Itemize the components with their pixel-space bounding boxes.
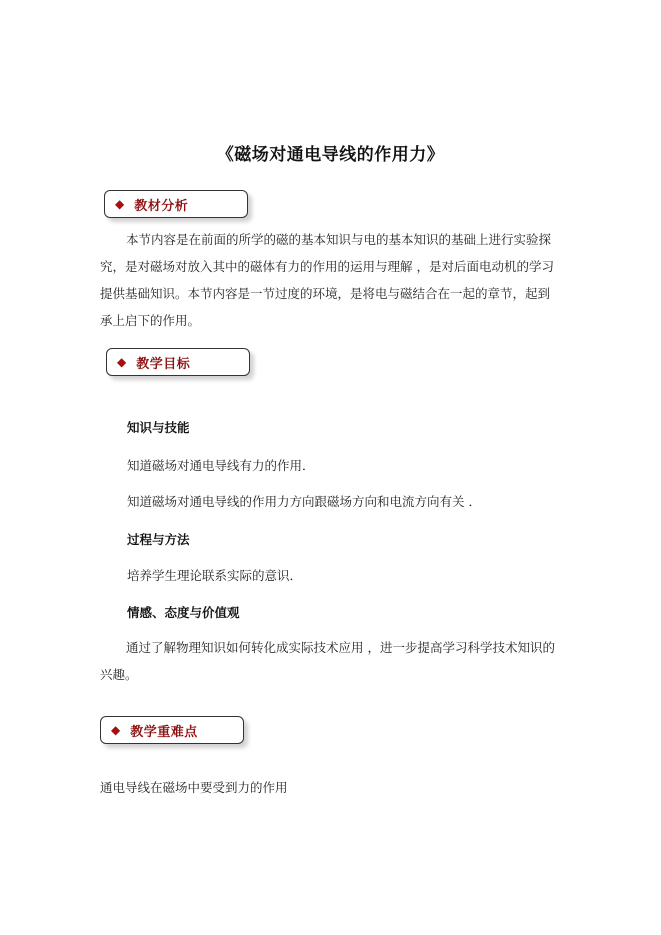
diamond-bullet-icon: ◆ [117,355,127,369]
emotion-paragraph [100,634,562,688]
knowledge-item: 知道磁场对通电导线的作用力方向跟磁场方向和电流方向有关 ． [127,494,481,509]
section-header-objectives [106,348,250,376]
page-title: 《磁场对通电导线的作用力》 [216,145,445,165]
diamond-bullet-icon: ◆ [111,723,121,737]
materials-paragraph [100,226,562,334]
diamond-bullet-icon: ◆ [115,197,125,211]
section-label-key-points: 教学重难点 [130,724,198,740]
section-header-materials [104,190,248,218]
knowledge-heading: 知识与技能 [127,420,190,435]
section-header-key-points [100,716,244,744]
emotion-heading: 情感、态度与价值观 [127,605,240,620]
section-label-objectives: 教学目标 [136,356,191,372]
emotion-item: 通过了解物理知识如何转化成实际技术应用 ，进一步提高学习科学技术知识的兴趣。 [100,640,555,682]
section-label-materials: 教材分析 [134,198,189,214]
process-heading: 过程与方法 [127,532,190,547]
key-points-body: 通电导线在磁场中要受到力的作用 [100,780,288,795]
materials-body: 本节内容是在前面的所学的磁的基本知识与电的基本知识的基础上进行实验探究，是对磁场对放入其中的磁体有力的作用的运用与理解 ，是对后面电动机的学习提供基础知识。本节内容是一节过度的环境，是将电与磁结合在一起的章节，起到承上启下的作用。 [100,232,554,328]
knowledge-item: 知道磁场对通电导线有力的作用． [127,458,315,473]
process-item: 培养学生理论联系实际的意识． [127,568,303,583]
